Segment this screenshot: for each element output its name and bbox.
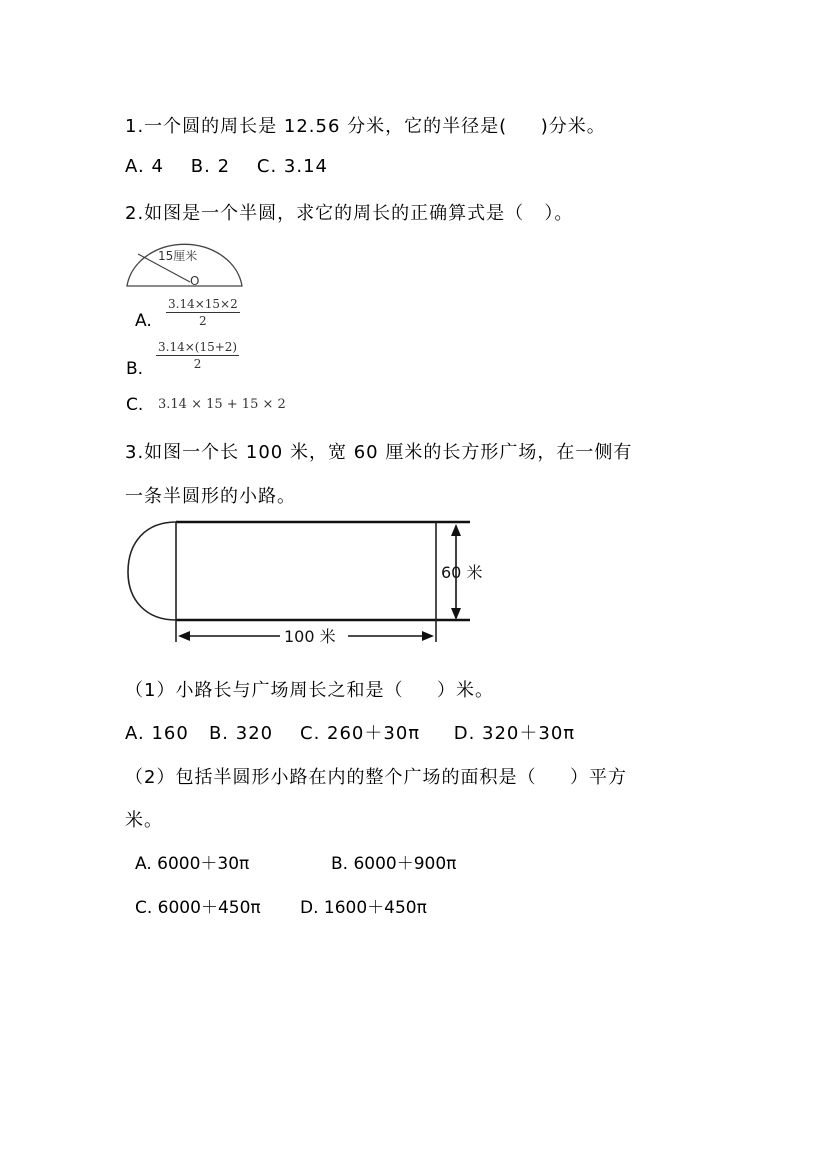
question-2-stem: 2.如图是一个半圆，求它的周长的正确算式是（ ）。 [125, 203, 574, 224]
question-3-stem-line2: 一条半圆形的小路。 [125, 486, 296, 507]
option-a-numerator: 3.14×15×2 [168, 297, 238, 311]
option-b-denominator: 2 [193, 357, 202, 371]
question-3-sub2-option-a: A. 6000＋30π [135, 854, 250, 874]
question-3-sub2-option-c: C. 6000＋450π [135, 898, 261, 918]
length-label: 100 米 [284, 627, 336, 646]
question-3-stem-line1: 3.如图一个长 100 米，宽 60 厘米的长方形广场，在一侧有 [125, 442, 633, 463]
radius-label: 15厘米 [158, 249, 198, 263]
option-b-fraction [156, 340, 239, 371]
option-a-letter: A. [135, 311, 152, 331]
option-a-denominator: 2 [199, 314, 207, 328]
option-b-letter: B. [126, 359, 144, 379]
question-3-sub2-option-b: B. 6000＋900π [331, 854, 457, 874]
option-a-fraction [166, 297, 240, 328]
semicircle-figure [124, 236, 246, 290]
question-3-sub1-options: A. 160 B. 320 C. 260＋30π D. 320＋30π [125, 723, 576, 744]
question-1-stem: 1.一个圆的周长是 12.56 分米，它的半径是( )分米。 [125, 116, 606, 137]
width-label: 60 米 [441, 563, 483, 582]
question-3-sub2-stem-line2: 米。 [125, 810, 163, 831]
question-3-sub2-stem-line1: （2）包括半圆形小路在内的整个广场的面积是（ ）平方 [125, 767, 628, 788]
rectangle-plaza-figure [124, 512, 504, 652]
option-c-letter: C. [126, 395, 144, 415]
center-label: O [190, 274, 200, 288]
question-3-sub2-option-d: D. 1600＋450π [300, 898, 427, 918]
semicircle-path [128, 522, 176, 620]
question-3-sub1-stem: （1）小路长与广场周长之和是（ ）米。 [125, 680, 495, 701]
question-1-options: A. 4 B. 2 C. 3.14 [125, 156, 328, 177]
option-b-numerator: 3.14×(15+2) [158, 340, 238, 354]
option-c-expression: 3.14 × 15 + 15 × 2 [158, 397, 286, 412]
